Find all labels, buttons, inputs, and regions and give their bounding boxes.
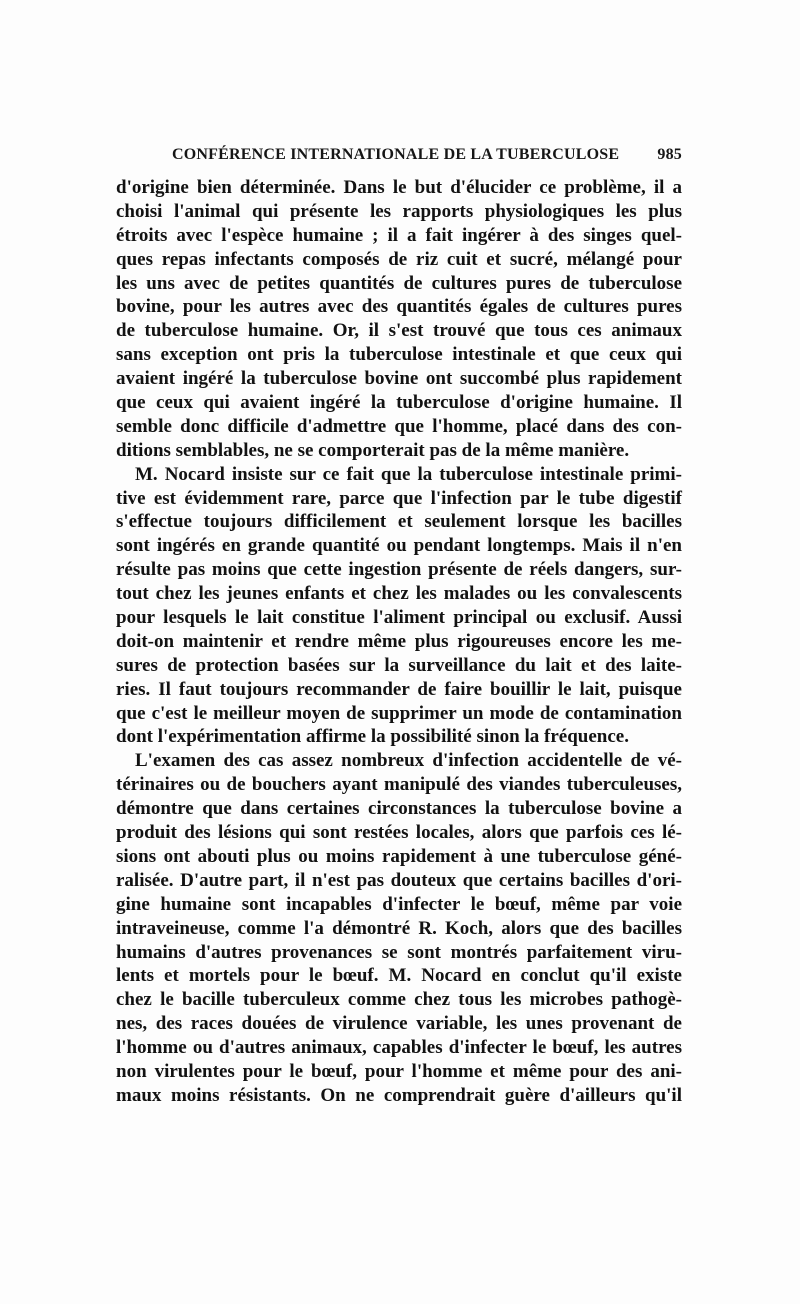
text-line: maux moins résistants. On ne comprendrait guère d'ailleurs qu'il — [116, 1084, 682, 1106]
text-line: chez le bacille tuberculeux comme chez tous les microbes pathogè- — [116, 989, 682, 1011]
text-line: dont l'expérimentation affirme la possibilité sinon la fréquence. — [116, 726, 629, 748]
text-line: sions ont abouti plus ou moins rapidement à une tuberculose géné- — [116, 845, 682, 867]
text-line: s'effectue toujours difficilement et seulement lorsque les bacilles — [116, 511, 682, 533]
text-line: ries. Il faut toujours recommander de faire bouillir le lait, puisque — [116, 678, 682, 700]
text-line: gine humaine sont incapables d'infecter le bœuf, même par voie — [116, 893, 682, 915]
text-line: doit-on maintenir et rendre même plus rigoureuses encore les me- — [116, 630, 682, 652]
text-line: ques repas infectants composés de riz cuit et sucré, mélangé pour — [116, 248, 682, 270]
text-line: ditions semblables, ne se comporterait pas de la même manière. — [116, 439, 630, 461]
text-line: l'homme ou d'autres animaux, capables d'infecter le bœuf, les autres — [116, 1037, 682, 1059]
paragraph — [116, 463, 682, 750]
text-line: d'origine bien déterminée. Dans le but d'élucider ce problème, il a — [116, 177, 682, 198]
text-line: pour lesquels le lait constitue l'aliment principal ou exclusif. Aussi — [116, 607, 682, 629]
text-line: lents et mortels pour le bœuf. M. Nocard en conclut qu'il existe — [116, 965, 682, 987]
text-line: humains d'autres provenances se sont montrés parfaitement viru- — [116, 941, 682, 963]
text-line: résulte pas moins que cette ingestion présente de réels dangers, sur- — [116, 559, 682, 581]
page-number: 985 — [657, 146, 682, 163]
text-line: sures de protection basées sur la surveillance du lait et des laite- — [116, 654, 682, 676]
text-line: ralisée. D'autre part, il n'est pas douteux que certains bacilles d'ori- — [116, 869, 682, 891]
text-line: que c'est le meilleur moyen de supprimer un mode de contamination — [116, 702, 682, 724]
paragraph — [116, 176, 682, 463]
text-line: démontre que dans certaines circonstances la tuberculose bovine a — [116, 798, 682, 820]
text-line: choisi l'animal qui présente les rapports physiologiques les plus — [116, 200, 682, 222]
text-line: M. Nocard insiste sur ce fait que la tuberculose intestinale primi- — [135, 463, 682, 485]
text-line: étroits avec l'espèce humaine ; il a fait ingérer à des singes quel- — [116, 224, 682, 246]
text-line: intraveineuse, comme l'a démontré R. Koch, alors que des bacilles — [116, 917, 682, 939]
text-line: sont ingérés en grande quantité ou pendant longtemps. Mais il n'en — [116, 535, 682, 557]
paragraph — [116, 749, 682, 1107]
text-line: de tuberculose humaine. Or, il s'est trouvé que tous ces animaux — [116, 320, 682, 342]
text-line: bovine, pour les autres avec des quantités égales de cultures pures — [116, 296, 682, 318]
running-title: CONFÉRENCE INTERNATIONALE DE LA TUBERCULOSE — [172, 146, 620, 163]
text-line: que ceux qui avaient ingéré la tuberculose d'origine humaine. Il — [116, 392, 682, 414]
text-line: térinaires ou de bouchers ayant manipulé des viandes tuberculeuses, — [116, 774, 682, 796]
text-line: tive est évidemment rare, parce que l'infection par le tube digestif — [116, 487, 682, 509]
running-head — [116, 146, 682, 172]
text-line: produit des lésions qui sont restées locales, alors que parfois ces lé- — [116, 822, 682, 844]
text-line: non virulentes pour le bœuf, pour l'homme et même pour des ani- — [116, 1060, 682, 1082]
text-line: sans exception ont pris la tuberculose intestinale et que ceux qui — [116, 344, 682, 366]
text-line: semble donc difficile d'admettre que l'homme, placé dans des con- — [116, 415, 682, 437]
text-line: avaient ingéré la tuberculose bovine ont succombé plus rapidement — [116, 368, 682, 390]
text-line: les uns avec de petites quantités de cultures pures de tuberculose — [116, 272, 682, 294]
text-line: tout chez les jeunes enfants et chez les malades ou les convalescents — [116, 583, 682, 605]
text-line: nes, des races douées de virulence variable, les unes provenant de — [116, 1013, 682, 1035]
body-text — [116, 176, 682, 1108]
text-line: L'examen des cas assez nombreux d'infection accidentelle de vé- — [135, 750, 682, 772]
